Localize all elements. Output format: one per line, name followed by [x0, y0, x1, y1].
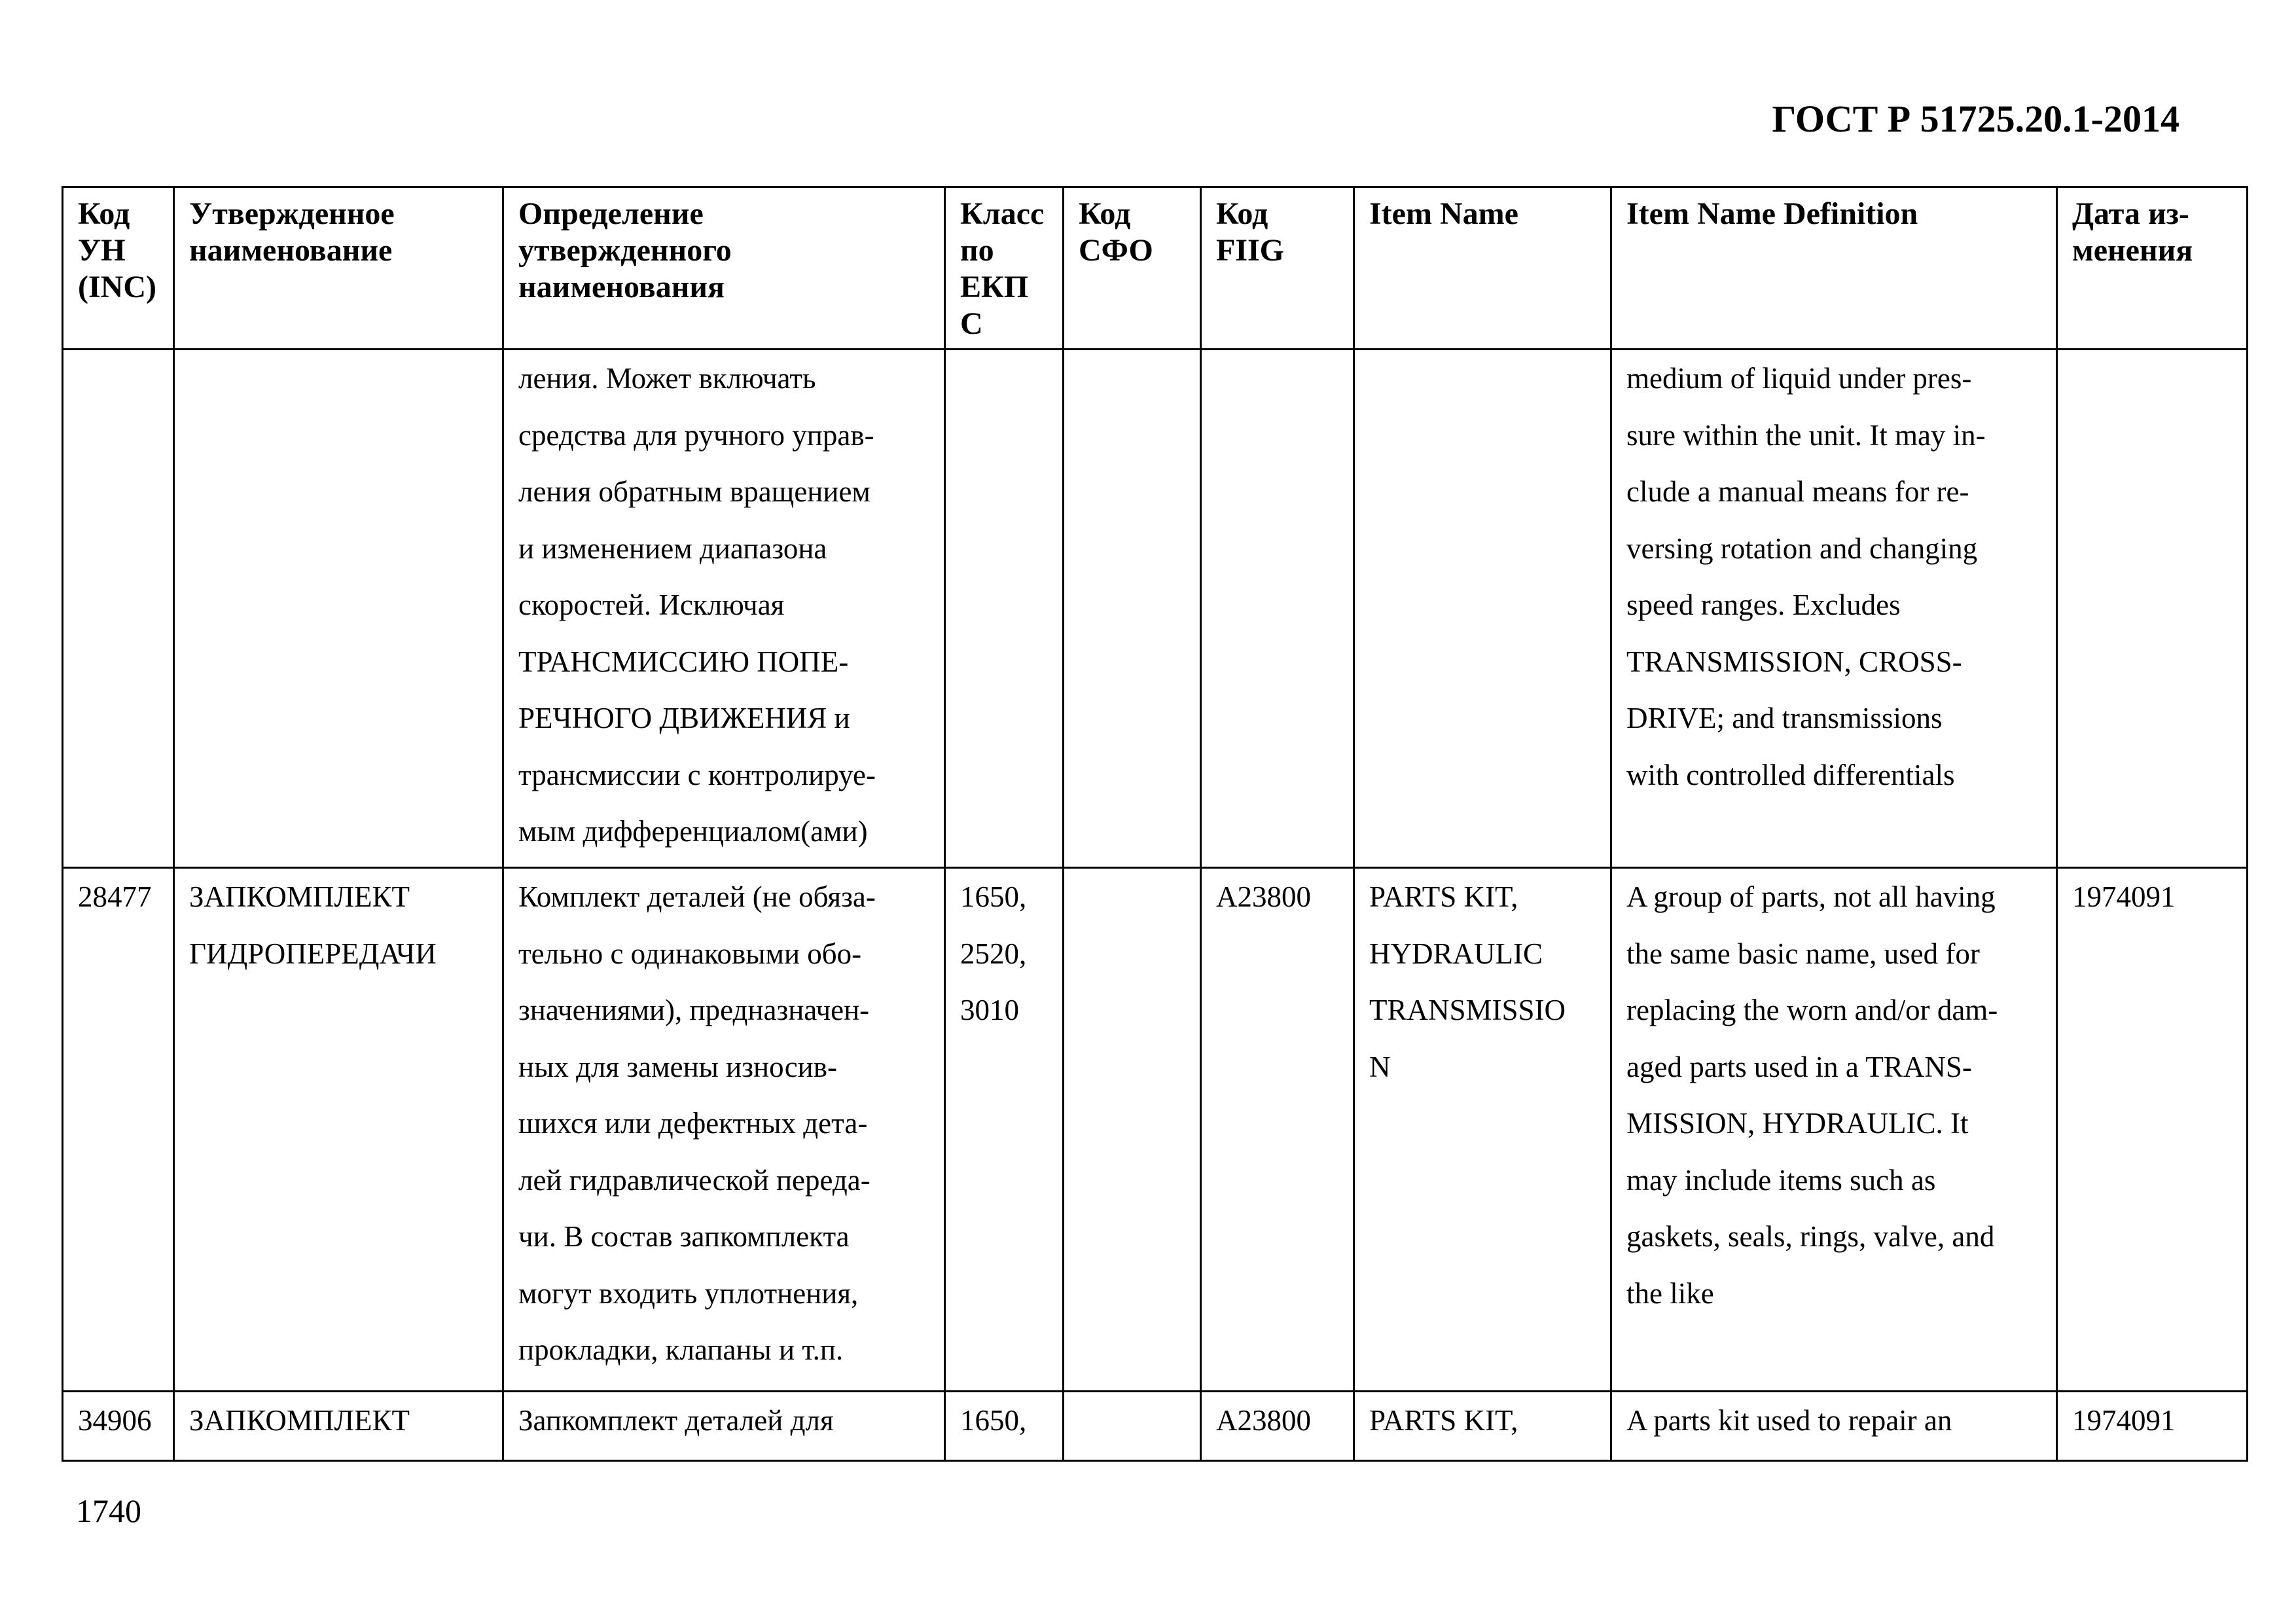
table-row: [63, 868, 2248, 1392]
change-date-cell: 1974091: [2057, 1392, 2248, 1461]
column-header-code: Код УН (INC): [63, 187, 174, 350]
standard-number: ГОСТ Р 51725.20.1-2014: [1772, 98, 2179, 140]
column-header-approved-name: Утвержденное наименование: [174, 187, 503, 350]
item-name-definition-cell: A parts kit used to repair an: [1611, 1392, 2057, 1461]
change-date-cell: 1974091: [2057, 868, 2248, 1392]
column-header-fiig: Код FIIG: [1201, 187, 1354, 350]
approved-name-cell: [174, 350, 503, 868]
code-cell: [63, 350, 174, 868]
fiig-cell: A23800: [1201, 1392, 1354, 1461]
approved-name-cell: ЗАПКОМПЛЕКТ ГИДРОПЕРЕДАЧИ: [174, 868, 503, 1392]
column-header-definition: Определение утвержденного наименования: [503, 187, 945, 350]
class-cell: [945, 350, 1064, 868]
column-header-item-name: Item Name: [1354, 187, 1611, 350]
code-cell: 34906: [63, 1392, 174, 1461]
item-name-cell: PARTS KIT,: [1354, 1392, 1611, 1461]
fiig-cell: A23800: [1201, 868, 1354, 1392]
table-header-row: [63, 187, 2248, 350]
change-date-cell: [2057, 350, 2248, 868]
sfo-cell: [1064, 1392, 1201, 1461]
classifier-table: [62, 186, 2248, 1462]
item-name-cell: [1354, 350, 1611, 868]
column-header-item-name-definition: Item Name Definition: [1611, 187, 2057, 350]
sfo-cell: [1064, 350, 1201, 868]
column-header-change-date: Дата из- менения: [2057, 187, 2248, 350]
fiig-cell: [1201, 350, 1354, 868]
item-name-cell: PARTS KIT, HYDRAULIC TRANSMISSIO N: [1354, 868, 1611, 1392]
table-row: [63, 350, 2248, 868]
column-header-sfo: Код СФО: [1064, 187, 1201, 350]
class-cell: 1650,: [945, 1392, 1064, 1461]
definition-cell: Комплект деталей (не обяза- тельно с одинаковыми обо- значениями), предназначен- ных для замены износив- шихся или дефектных дета- лей гидравлической переда- чи. В состав запкомплекта могут входить уплотнения, прокладки, клапаны и т.п.: [503, 868, 945, 1392]
definition-cell: ления. Может включать средства для ручного управ- ления обратным вращением и изменением диапазона скоростей. Исключая ТРАНСМИССИЮ ПОПЕ- РЕЧНОГО ДВИЖЕНИЯ и трансмиссии с контролируе- мым дифференциалом(ами): [503, 350, 945, 868]
code-cell: 28477: [63, 868, 174, 1392]
item-name-definition-cell: A group of parts, not all having the same basic name, used for replacing the worn and/or dam- aged parts used in a TRANS- MISSION, HYDRAULIC. It may include items such as gaskets, seals, rings, valve, and the like: [1611, 868, 2057, 1392]
approved-name-cell: ЗАПКОМПЛЕКТ: [174, 1392, 503, 1461]
column-header-class: Класс по ЕКП С: [945, 187, 1064, 350]
sfo-cell: [1064, 868, 1201, 1392]
page-number: 1740: [76, 1492, 141, 1529]
definition-cell: Запкомплект деталей для: [503, 1392, 945, 1461]
item-name-definition-cell: medium of liquid under pres- sure within the unit. It may in- clude a manual means for re- versing rotation and changing speed ranges. Excludes TRANSMISSION, CROSS- DRIVE; and transmissions with controlled differentials: [1611, 350, 2057, 868]
class-cell: 1650, 2520, 3010: [945, 868, 1064, 1392]
table-row: [63, 1392, 2248, 1461]
